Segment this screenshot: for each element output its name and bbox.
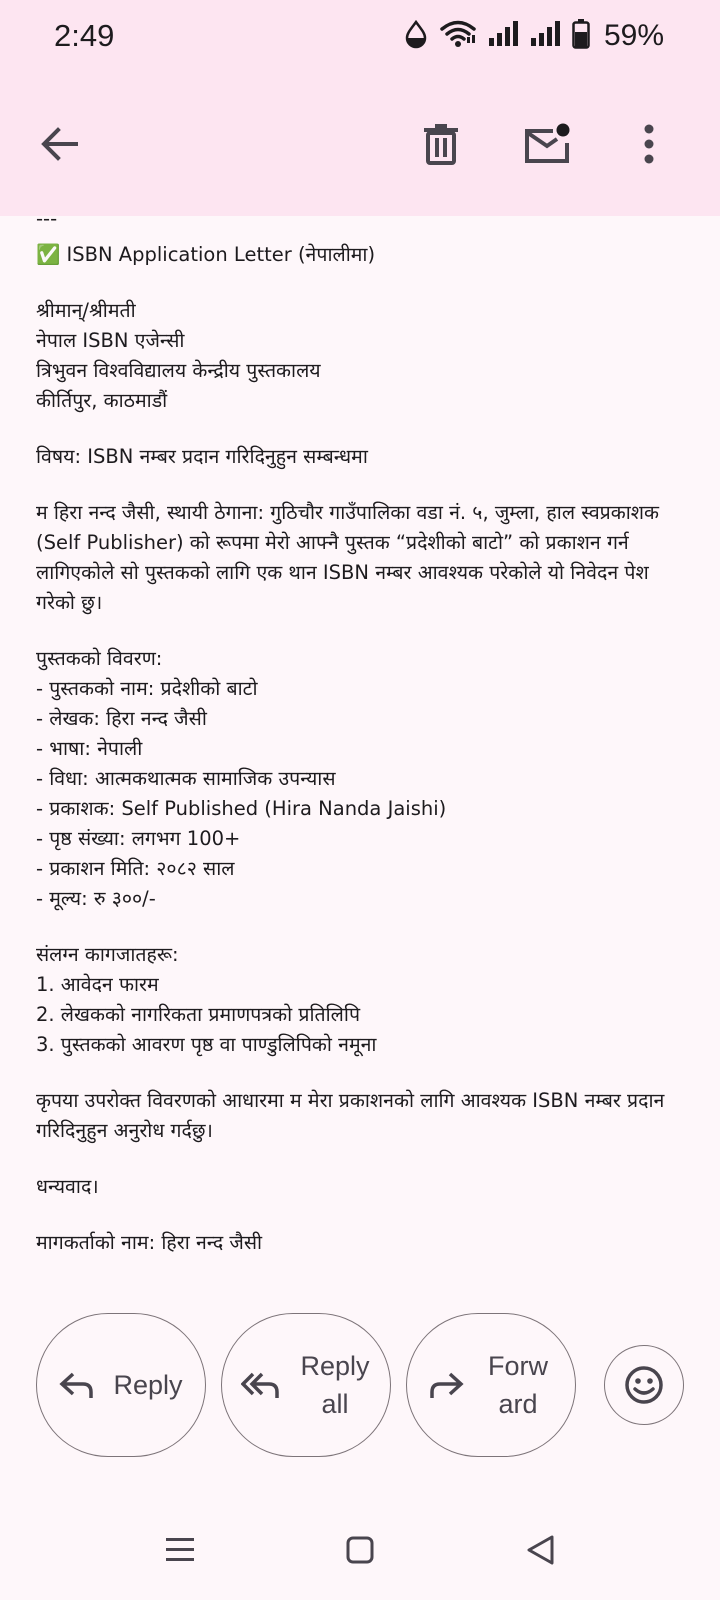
recent-apps-button[interactable] [140,1500,220,1600]
signature-line: मागकर्ताको नाम: हिरा नन्द जैसी [36,1231,263,1254]
wifi-icon [440,19,476,53]
reply-button[interactable] [36,1313,206,1457]
signal-icon-sim2 [530,20,560,52]
more-options-button[interactable] [609,72,689,216]
forward-button[interactable] [406,1313,576,1457]
forward-label: Forw ard [488,1351,548,1419]
delete-button[interactable] [401,72,481,216]
battery-icon [572,19,590,53]
status-bar [0,0,720,72]
mail-unread-icon [523,123,571,165]
data-saver-icon [404,19,428,53]
emoji-reaction-button[interactable] [604,1345,684,1425]
horizontal-rule-text: --- [36,207,58,230]
thanks-line: धन्यवाद। [36,1175,99,1198]
forward-icon [428,1370,464,1400]
trash-icon [423,123,459,165]
recipient-address: श्रीमान्/श्रीमती नेपाल ISBN एजेन्सी त्रिभुवन विश्वविद्यालय केन्द्रीय पुस्तकालय कीर्तिपुर, काठमाडौं [36,299,321,412]
more-vert-icon [643,124,655,164]
back-nav-button[interactable] [500,1500,580,1600]
system-nav-bar [0,1500,720,1600]
attachments-list: संलग्न कागजातहरू: 1. आवेदन फारम 2. लेखकको नागरिकता प्रमाणपत्रको प्रतिलिपि 3. पुस्तकको आवरण पृष्ठ वा पाण्डुलिपिको नमूना [36,943,377,1056]
menu-icon [165,1536,195,1564]
arrow-left-icon [40,124,80,164]
smiley-icon [624,1365,664,1405]
home-button[interactable] [320,1500,400,1600]
status-time: 2:49 [54,18,115,53]
email-paragraph: म हिरा नन्द जैसी, स्थायी ठेगाना: गुठिचौर गाउँपालिका वडा नं. ५, जुम्ला, हाल स्वप्रकाशक (Self Publisher) को रूपमा मेरो आफ्नै पुस्तक “प्रदेशीको बाटो” को प्रकाशन गर्न लागिएकोले सो पुस्तकको लागि एक थान ISBN नम्बर आवश्यक परेकोले यो निवेदन पेश गरेको छु। [36,501,660,614]
battery-percent: 59% [603,19,664,52]
reply-label: Reply [113,1370,183,1400]
email-heading: ✅ ISBN Application Letter (नेपालीमा) [36,243,376,266]
email-body [36,207,686,1284]
back-triangle-icon [525,1534,555,1566]
email-subject-line: विषय: ISBN नम्बर प्रदान गरिदिनुहुन सम्बन्धमा [36,445,368,468]
request-paragraph: कृपया उपरोक्त विवरणको आधारमा म मेरा प्रकाशनको लागि आवश्यक ISBN नम्बर प्रदान गरिदिनुहुन अनुरोध गर्दछु। [36,1089,665,1142]
book-details: पुस्तकको विवरण: - पुस्तकको नाम: प्रदेशीको बाटो - लेखक: हिरा नन्द जैसी - भाषा: नेपाली - विधा: आत्मकथात्मक सामाजिक उपन्यास - प्रकाशक: Self Published (Hira Nanda Jaishi) - पृष्ठ संख्या: लगभग 100+ - प्रकाशन मिति: २०८२ साल - मूल्य: रु ३००/- [36,647,447,910]
reply-icon [59,1370,95,1400]
status-icons [404,19,664,53]
reply-all-icon [241,1370,281,1400]
top-app-bar [0,72,720,216]
reply-all-button[interactable] [221,1313,391,1457]
reply-all-label: Reply all [300,1351,370,1419]
reply-actions [36,1313,686,1457]
signal-icon-sim1 [488,20,518,52]
mark-unread-button[interactable] [507,72,587,216]
home-square-icon [346,1536,374,1564]
back-button[interactable] [20,72,100,216]
